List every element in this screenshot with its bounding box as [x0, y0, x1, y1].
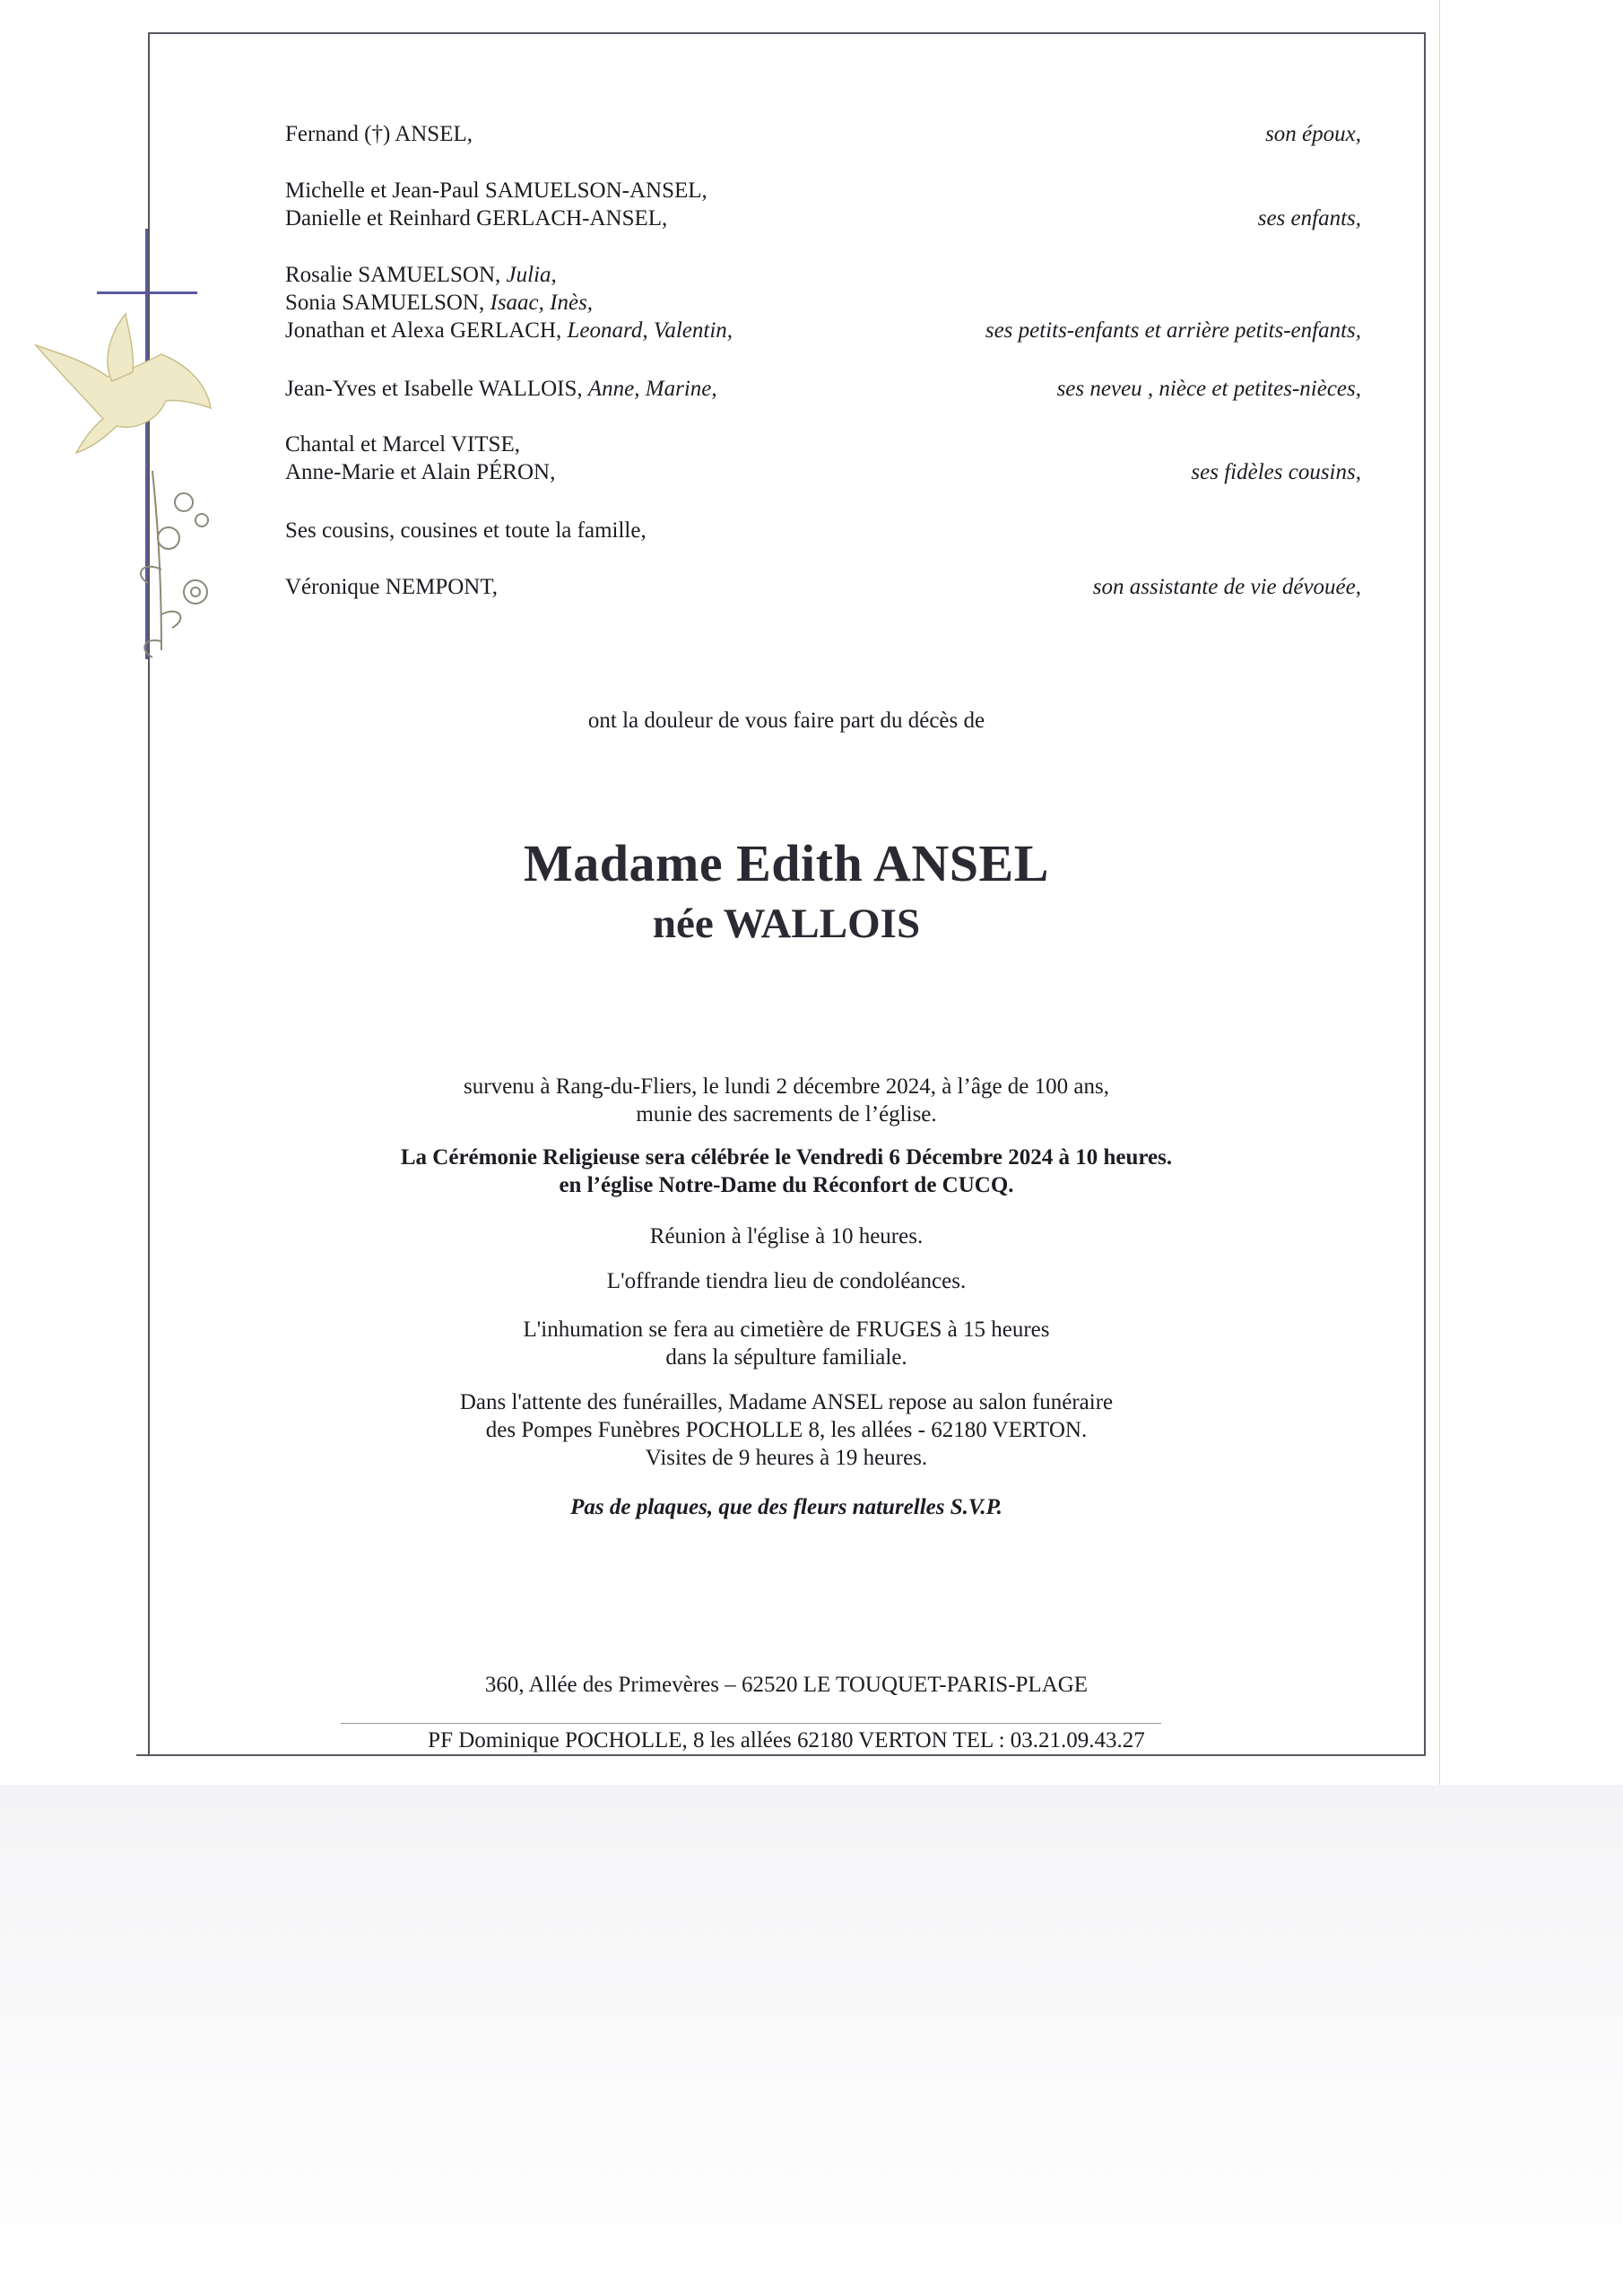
family-role: ses neveu , nièce et petites-nièces, — [1056, 377, 1361, 401]
family-name-line: Michelle et Jean-Paul SAMUELSON-ANSEL, — [285, 178, 707, 203]
family-row — [285, 375, 1361, 403]
frame-border-bottom — [136, 1754, 1426, 1756]
dove-icon — [36, 314, 211, 453]
family-row — [285, 517, 1361, 544]
viewing-line: Dans l'attente des funérailles, Madame ANSEL repose au salon funéraire — [459, 1390, 1114, 1414]
family-name-line: Rosalie SAMUELSON, Julia, — [285, 263, 557, 287]
family-name-line: Jean-Yves et Isabelle WALLOIS, Anne, Marine, — [285, 377, 717, 401]
ceremony-line: en l’église Notre-Dame du Réconfort de CUCQ. — [559, 1173, 1014, 1197]
family-row — [285, 120, 1361, 148]
death-line: survenu à Rang-du-Fliers, le lundi 2 décembre 2024, à l’âge de 100 ans, — [464, 1074, 1109, 1099]
family-address: 360, Allée des Primevères – 62520 LE TOUQUET-PARIS-PLAGE — [484, 1673, 1089, 1697]
burial-line: dans la sépulture familiale. — [665, 1345, 907, 1370]
family-name-line: Anne-Marie et Alain PÉRON, — [285, 460, 556, 484]
viewing-details — [148, 1388, 1425, 1472]
offering-text: L'offrande tiendra lieu de condoléances. — [606, 1269, 967, 1293]
cross-icon — [97, 229, 197, 659]
family-name-line: Chantal et Marcel VITSE, — [285, 432, 520, 457]
deceased-name: Madame Edith ANSEL — [524, 834, 1049, 892]
announcement: ont la douleur de vous faire part du décès de — [587, 709, 985, 733]
death-line: munie des sacrements de l’église. — [636, 1102, 937, 1126]
family-role: ses fidèles cousins, — [1191, 460, 1361, 484]
family-name-line: Sonia SAMUELSON, Isaac, Inès, — [285, 291, 594, 315]
burial-details — [148, 1316, 1425, 1371]
death-details — [148, 1073, 1425, 1128]
family-name-line: Véronique NEMPONT, — [285, 575, 498, 599]
undertaker-info: PF Dominique POCHOLLE, 8 les allées 62180 VERTON TEL : 03.21.09.43.27 — [428, 1728, 1145, 1752]
page-edge — [1439, 0, 1440, 1785]
family-row — [285, 430, 1361, 486]
family-role: son assistante de vie dévouée, — [1092, 575, 1361, 599]
family-name-line: Ses cousins, cousines et toute la famille, — [285, 518, 647, 543]
family-row — [285, 177, 1361, 232]
family-role: son époux, — [1265, 122, 1361, 146]
reunion-text: Réunion à l'église à 10 heures. — [649, 1224, 924, 1248]
scan-background — [0, 1785, 1623, 2296]
family-row — [285, 573, 1361, 601]
family-name-line: Fernand (†) ANSEL, — [285, 122, 473, 146]
viewing-line: Visites de 9 heures à 19 heures. — [645, 1446, 928, 1470]
family-row — [285, 261, 1361, 344]
family-name-line: Danielle et Reinhard GERLACH-ANSEL, — [285, 206, 668, 230]
footer-divider — [341, 1723, 1161, 1724]
family-role: ses petits-enfants et arrière petits-enfants, — [985, 318, 1361, 343]
flowers-icon — [141, 471, 208, 657]
burial-line: L'inhumation se fera au cimetière de FRUGES à 15 heures — [523, 1318, 1050, 1342]
cross-dove-decoration — [27, 229, 242, 686]
deceased-maiden-name: née WALLOIS — [652, 900, 921, 947]
ceremony-details — [148, 1144, 1425, 1199]
family-name-line: Jonathan et Alexa GERLACH, Leonard, Valentin, — [285, 318, 733, 343]
ceremony-line: La Cérémonie Religieuse sera célébrée le Vendredi 6 Décembre 2024 à 10 heures. — [400, 1145, 1173, 1170]
frame-border-top — [148, 32, 1425, 34]
family-role: ses enfants, — [1257, 206, 1361, 230]
flowers-note: Pas de plaques, que des fleurs naturelles S.V.P. — [570, 1495, 1002, 1519]
viewing-line: des Pompes Funèbres POCHOLLE 8, les allées - 62180 VERTON. — [485, 1418, 1088, 1442]
